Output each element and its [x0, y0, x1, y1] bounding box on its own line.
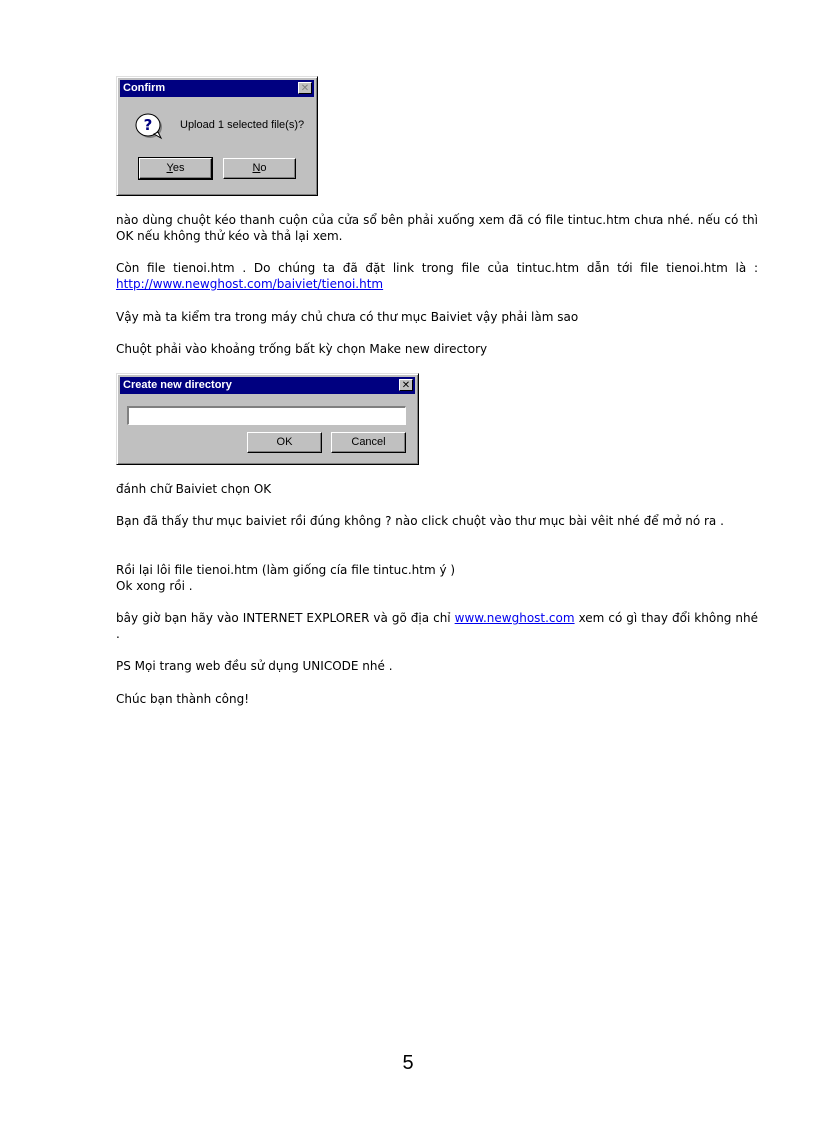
paragraph-scroll-check: nào dùng chuột kéo thanh cuộn của cửa sổ bên phải xuống xem đã có file tintuc.htm chưa nhé. nếu có thì OK nếu không thử kéo và thả lại xem.	[116, 213, 758, 243]
paragraph-unicode-note: PS Mọi trang web đều sử dụng UNICODE nhé .	[116, 659, 393, 673]
done-line: Ok xong rồi .	[116, 579, 193, 593]
directory-name-input[interactable]	[127, 406, 406, 425]
confirm-title-bar	[120, 80, 314, 97]
confirm-dialog	[116, 76, 318, 196]
close-icon[interactable]: ✕	[298, 82, 312, 94]
yes-button[interactable]	[139, 158, 212, 179]
create-dir-title-bar	[120, 377, 415, 394]
open-ie-text-after: xem có gì thay đổi không nhé .	[116, 611, 758, 641]
drag-file-line: Rồi lại lôi file tienoi.htm (làm giống cía file tintuc.htm ý )	[116, 563, 456, 577]
confirm-message: Upload 1 selected file(s)?	[180, 119, 305, 131]
paragraph-drag-file	[116, 562, 758, 594]
create-directory-dialog	[116, 373, 419, 465]
paragraph-tienoi-link	[116, 260, 758, 292]
no-accel: N	[252, 162, 261, 174]
paragraph-open-folder: Bạn đã thấy thư mục baiviet rồi đúng không ? nào click chuột vào thư mục bài vêit nhé để mở nó ra .	[116, 514, 724, 528]
newghost-link[interactable]: www.newghost.com	[454, 611, 575, 625]
ok-button[interactable]: OK	[247, 432, 322, 453]
paragraph-type-baiviet: đánh chữ Baiviet chọn OK	[116, 482, 272, 496]
create-dir-title: Create new directory	[123, 379, 232, 391]
paragraph-make-directory: Chuột phải vào khoảng trống bất kỳ chọn Make new directory	[116, 342, 488, 356]
cancel-button[interactable]: Cancel	[331, 432, 406, 453]
paragraph-closing: Chúc bạn thành công!	[116, 692, 250, 706]
no-button[interactable]	[223, 158, 296, 179]
yes-label-rest: es	[172, 162, 185, 174]
yes-accel: Y	[166, 162, 173, 174]
no-label-rest: o	[260, 162, 267, 174]
confirm-title: Confirm	[123, 82, 166, 94]
svg-text:?: ?	[143, 116, 153, 134]
paragraph-tienoi-text: Còn file tienoi.htm . Do chúng ta đã đặt link trong file của tintuc.htm dẫn tới file tienoi.htm là :	[116, 261, 758, 275]
paragraph-open-ie	[116, 610, 758, 642]
open-ie-text-before: bây giờ bạn hãy vào INTERNET EXPLORER và gõ địa chỉ	[116, 611, 455, 625]
tienoi-link[interactable]: http://www.newghost.com/baiviet/tienoi.htm	[116, 277, 384, 291]
question-icon	[134, 110, 164, 140]
close-icon[interactable]: ✕	[399, 379, 413, 391]
page-number: 5	[402, 1052, 414, 1074]
paragraph-no-folder: Vậy mà ta kiểm tra trong máy chủ chưa có thư mục Baiviet vậy phải làm sao	[116, 310, 579, 324]
